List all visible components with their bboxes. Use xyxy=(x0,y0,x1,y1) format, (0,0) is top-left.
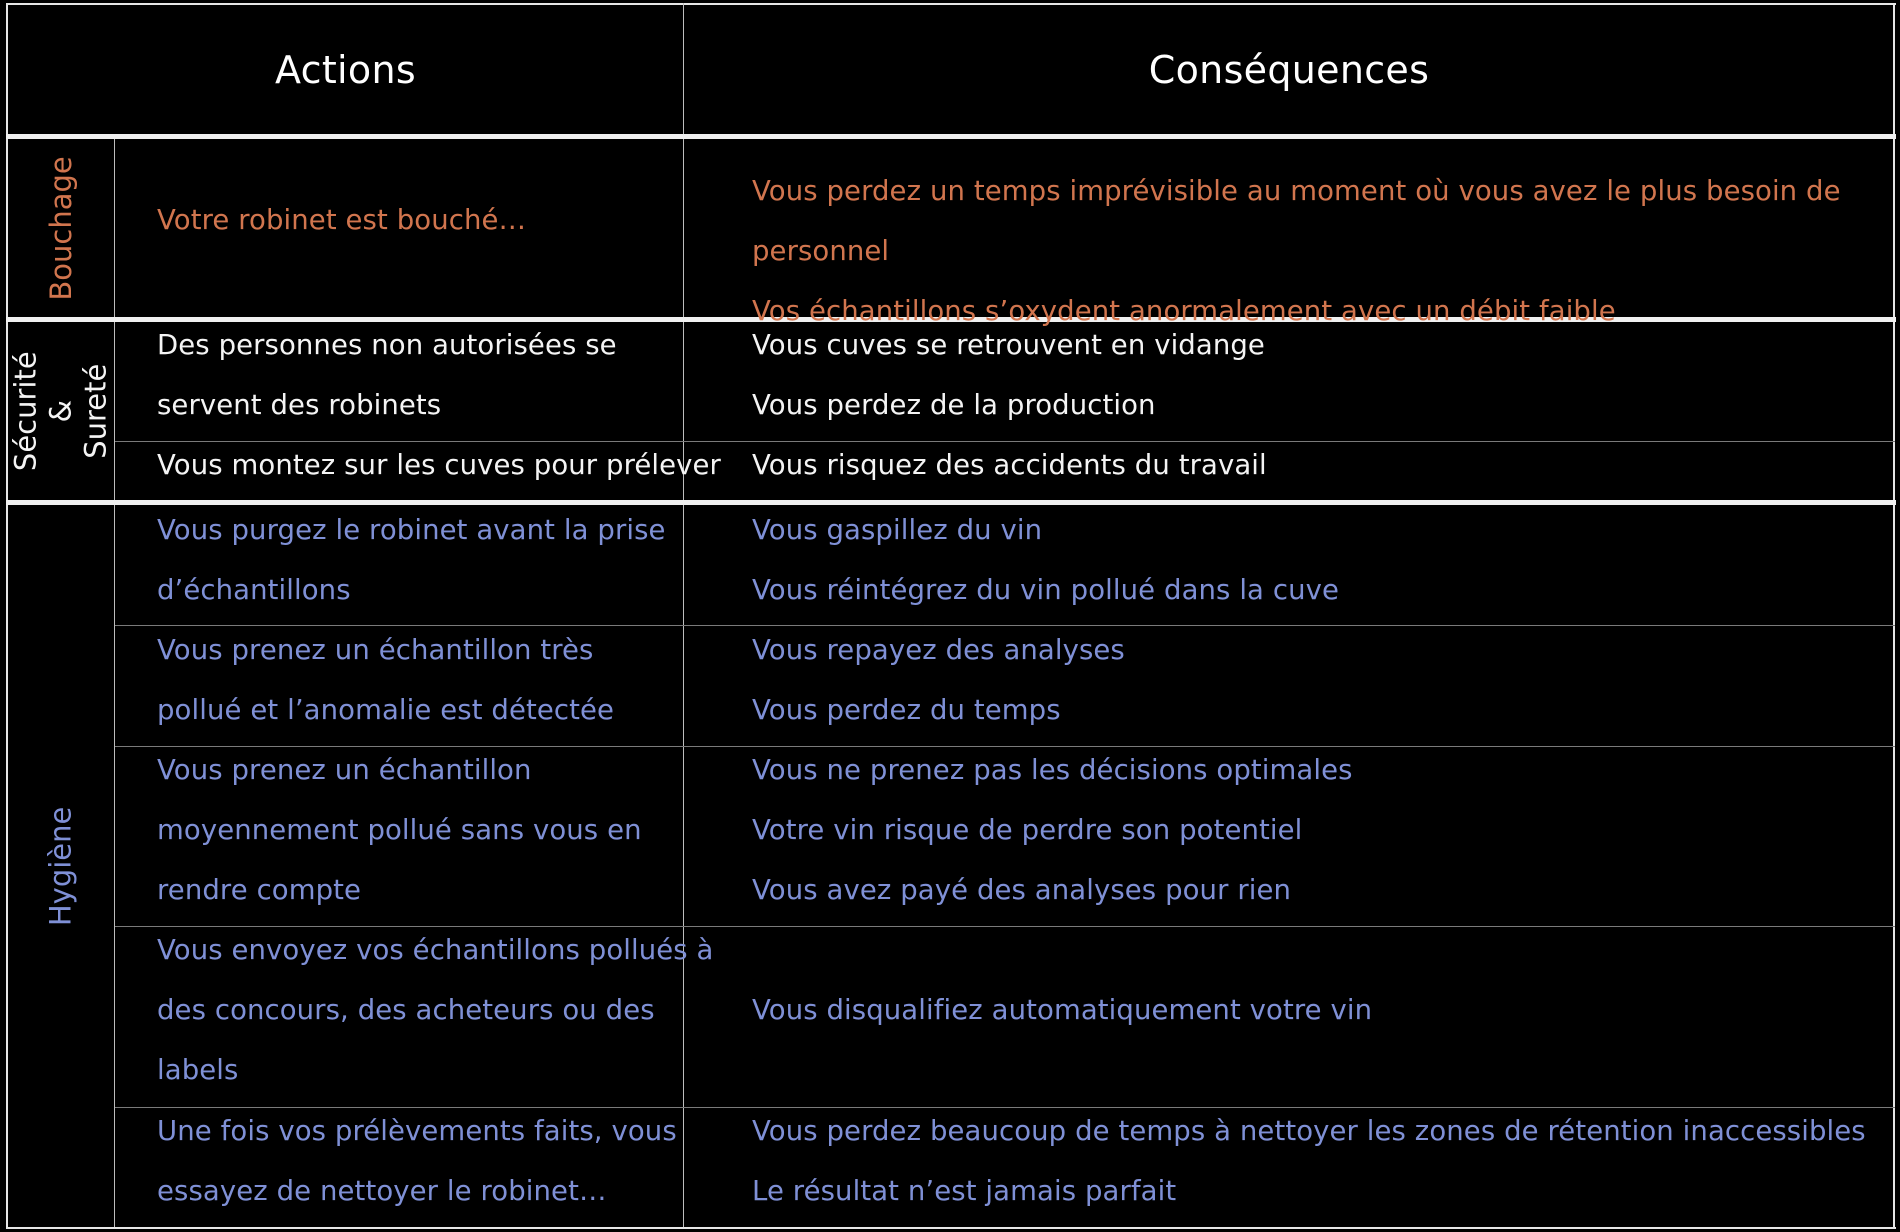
action-cell: Des personnes non autorisées se servent des robinets xyxy=(157,329,617,421)
consequence-cell: Vous repayez des analyses Vous perdez du temps xyxy=(752,634,1125,726)
consequence-cell: Vous perdez un temps imprévisible au moment où vous avez le plus besoin de personnel Vos échantillons s’oxydent anormalement avec un débit faible xyxy=(752,175,1841,327)
category-hygiene xyxy=(8,505,114,1227)
category-bouchage xyxy=(8,139,114,317)
action-cell: Vous prenez un échantillon très pollué et l’anomalie est détectée xyxy=(157,634,615,726)
table-border-bottom xyxy=(6,1227,1896,1229)
action-cell: Votre robinet est bouché… xyxy=(157,204,527,236)
header-separator xyxy=(6,134,1896,139)
action-cell: Vous montez sur les cuves pour prélever xyxy=(157,449,721,481)
consequence-cell: Vous risquez des accidents du travail xyxy=(752,449,1267,481)
action-cell: Vous envoyez vos échantillons pollués à des concours, des acheteurs ou des labels xyxy=(157,934,714,1086)
consequence-cell: Vous gaspillez du vin Vous réintégrez du vin pollué dans la cuve xyxy=(752,514,1339,606)
consequence-cell: Vous perdez beaucoup de temps à nettoyer les zones de rétention inaccessibles Le résultat n’est jamais parfait xyxy=(752,1115,1866,1207)
header-actions: Actions xyxy=(275,47,416,92)
category-securite xyxy=(8,322,114,500)
category-label: Bouchage xyxy=(43,155,78,301)
action-cell: Vous prenez un échantillon moyennement pollué sans vous en rendre compte xyxy=(157,754,642,906)
consequence-cell: Vous cuves se retrouvent en vidange Vous perdez de la production xyxy=(752,329,1265,421)
category-label: Hygiène xyxy=(43,806,78,926)
header-consequences: Conséquences xyxy=(1148,47,1430,92)
category-divider xyxy=(114,139,115,1229)
action-cell: Vous purgez le robinet avant la prise d’échantillons xyxy=(157,514,666,606)
consequence-cell: Vous ne prenez pas les décisions optimales Votre vin risque de perdre son potentiel Vous avez payé des analyses pour rien xyxy=(752,754,1353,906)
action-cell: Une fois vos prélèvements faits, vous essayez de nettoyer le robinet… xyxy=(157,1115,677,1207)
category-label: Sécurité & Sureté xyxy=(8,351,113,471)
consequence-cell: Vous disqualifiez automatiquement votre vin xyxy=(752,994,1373,1026)
